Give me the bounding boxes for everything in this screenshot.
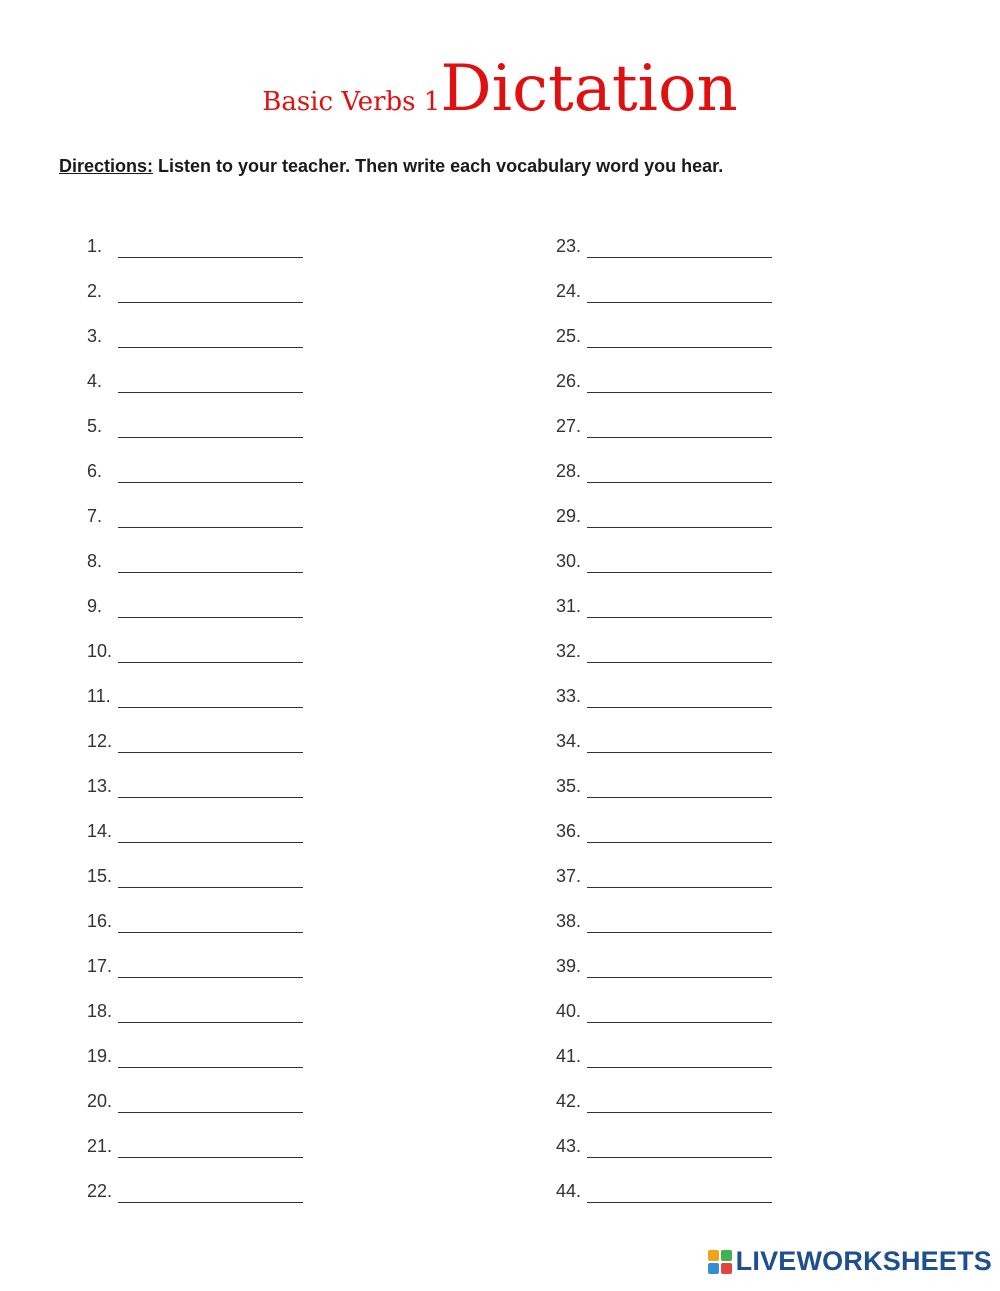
- item-number: 5.: [87, 416, 103, 436]
- item-number: 3.: [87, 326, 103, 346]
- answer-row: [556, 815, 772, 860]
- item-number: 19.: [87, 1046, 113, 1066]
- brand-logo: [708, 1246, 992, 1277]
- answer-row: [556, 860, 772, 905]
- answer-blank[interactable]: [587, 1130, 772, 1158]
- item-number: 18.: [87, 1001, 113, 1021]
- item-number: 37.: [556, 866, 582, 886]
- answer-row: [87, 905, 303, 950]
- answer-row: [556, 1175, 772, 1220]
- answer-blank[interactable]: [118, 455, 303, 483]
- item-number: 42.: [556, 1091, 582, 1111]
- answer-blank[interactable]: [118, 545, 303, 573]
- answer-row: [87, 410, 303, 455]
- answer-blank[interactable]: [587, 680, 772, 708]
- item-number: 24.: [556, 281, 582, 301]
- answer-row: [87, 230, 303, 275]
- answer-row: [556, 680, 772, 725]
- answer-row: [87, 1175, 303, 1220]
- item-number: 25.: [556, 326, 582, 346]
- page-title: [0, 52, 1000, 126]
- item-number: 10.: [87, 641, 113, 661]
- item-number: 39.: [556, 956, 582, 976]
- answer-blank[interactable]: [118, 1085, 303, 1113]
- answer-blank[interactable]: [587, 320, 772, 348]
- item-number: 23.: [556, 236, 582, 256]
- item-number: 35.: [556, 776, 582, 796]
- answer-row: [87, 680, 303, 725]
- answer-row: [556, 1130, 772, 1175]
- item-number: 27.: [556, 416, 582, 436]
- answer-row: [556, 320, 772, 365]
- answer-blank[interactable]: [118, 410, 303, 438]
- liveworksheets-logo-icon: [708, 1250, 732, 1274]
- answer-blank[interactable]: [587, 275, 772, 303]
- answer-blank[interactable]: [118, 230, 303, 258]
- item-number: 6.: [87, 461, 103, 481]
- item-number: 31.: [556, 596, 582, 616]
- answer-blank[interactable]: [587, 1040, 772, 1068]
- answer-row: [556, 410, 772, 455]
- answer-row: [87, 545, 303, 590]
- answer-blank[interactable]: [118, 365, 303, 393]
- answer-row: [556, 500, 772, 545]
- answer-row: [87, 815, 303, 860]
- item-number: 4.: [87, 371, 103, 391]
- directions-label: Directions:: [59, 156, 154, 176]
- item-number: 7.: [87, 506, 103, 526]
- answer-blank[interactable]: [587, 590, 772, 618]
- item-number: 8.: [87, 551, 103, 571]
- answer-blank[interactable]: [118, 905, 303, 933]
- brand-name: LIVEWORKSHEETS: [735, 1246, 992, 1276]
- item-number: 33.: [556, 686, 582, 706]
- item-number: 12.: [87, 731, 113, 751]
- item-number: 13.: [87, 776, 113, 796]
- answer-blank[interactable]: [587, 1175, 772, 1203]
- title-subtitle: Basic Verbs 1: [262, 87, 441, 117]
- item-number: 32.: [556, 641, 582, 661]
- answer-blank[interactable]: [118, 680, 303, 708]
- item-number: 16.: [87, 911, 113, 931]
- answer-blank[interactable]: [587, 500, 772, 528]
- item-number: 9.: [87, 596, 103, 616]
- answer-row: [556, 455, 772, 500]
- answer-row: [87, 365, 303, 410]
- answer-row: [87, 725, 303, 770]
- answer-row: [87, 995, 303, 1040]
- answer-row: [556, 905, 772, 950]
- answer-blank[interactable]: [118, 995, 303, 1023]
- answer-blank[interactable]: [118, 320, 303, 348]
- answer-row: [87, 950, 303, 995]
- answer-row: [556, 950, 772, 995]
- answer-blank[interactable]: [118, 725, 303, 753]
- item-number: 11.: [87, 686, 111, 706]
- title-main: Dictation: [440, 52, 738, 126]
- answer-blank[interactable]: [587, 995, 772, 1023]
- item-number: 2.: [87, 281, 103, 301]
- directions: [59, 156, 723, 177]
- answer-row: [87, 320, 303, 365]
- answer-blank[interactable]: [587, 860, 772, 888]
- item-number: 41.: [556, 1046, 582, 1066]
- answer-blank[interactable]: [118, 1175, 303, 1203]
- item-number: 26.: [556, 371, 582, 391]
- answer-row: [87, 455, 303, 500]
- item-number: 17.: [87, 956, 113, 976]
- answer-blank[interactable]: [118, 860, 303, 888]
- answer-blank[interactable]: [587, 230, 772, 258]
- answer-blank[interactable]: [587, 545, 772, 573]
- answer-row: [556, 1040, 772, 1085]
- answer-row: [556, 995, 772, 1040]
- answer-row: [556, 725, 772, 770]
- answer-blank[interactable]: [587, 365, 772, 393]
- answer-blank[interactable]: [587, 770, 772, 798]
- item-number: 21.: [87, 1136, 113, 1156]
- answer-blank[interactable]: [118, 1130, 303, 1158]
- answer-blank[interactable]: [587, 1085, 772, 1113]
- answer-row: [87, 275, 303, 320]
- answer-blank[interactable]: [587, 905, 772, 933]
- answer-row: [556, 230, 772, 275]
- answer-blank[interactable]: [118, 815, 303, 843]
- answer-blank[interactable]: [587, 635, 772, 663]
- answer-row: [556, 590, 772, 635]
- item-number: 40.: [556, 1001, 582, 1021]
- item-number: 36.: [556, 821, 582, 841]
- answer-row: [87, 860, 303, 905]
- item-number: 43.: [556, 1136, 582, 1156]
- answer-blank[interactable]: [587, 410, 772, 438]
- answer-row: [556, 635, 772, 680]
- answer-blank[interactable]: [118, 1040, 303, 1068]
- answer-blank[interactable]: [587, 950, 772, 978]
- answer-blank[interactable]: [587, 455, 772, 483]
- item-number: 14.: [87, 821, 113, 841]
- item-number: 30.: [556, 551, 582, 571]
- answer-row: [556, 1085, 772, 1130]
- answer-blank[interactable]: [587, 725, 772, 753]
- answer-row: [556, 770, 772, 815]
- answer-blank[interactable]: [118, 770, 303, 798]
- answer-row: [87, 590, 303, 635]
- answer-row: [556, 275, 772, 320]
- answer-row: [87, 1130, 303, 1175]
- answer-blank[interactable]: [118, 635, 303, 663]
- item-number: 44.: [556, 1181, 582, 1201]
- answer-row: [87, 635, 303, 680]
- item-number: 15.: [87, 866, 113, 886]
- item-number: 28.: [556, 461, 582, 481]
- answer-row: [87, 770, 303, 815]
- item-number: 20.: [87, 1091, 113, 1111]
- answer-row: [87, 500, 303, 545]
- answer-row: [556, 545, 772, 590]
- answer-row: [87, 1040, 303, 1085]
- answer-row: [87, 1085, 303, 1130]
- answer-blank[interactable]: [118, 950, 303, 978]
- item-number: 29.: [556, 506, 582, 526]
- item-number: 1.: [87, 236, 103, 256]
- answer-blank[interactable]: [118, 590, 303, 618]
- answer-blank[interactable]: [118, 275, 303, 303]
- left-answer-column: [87, 230, 303, 1220]
- answer-blank[interactable]: [587, 815, 772, 843]
- answer-row: [556, 365, 772, 410]
- answer-blank[interactable]: [118, 500, 303, 528]
- right-answer-column: [556, 230, 772, 1220]
- item-number: 22.: [87, 1181, 113, 1201]
- item-number: 34.: [556, 731, 582, 751]
- item-number: 38.: [556, 911, 582, 931]
- directions-text: Listen to your teacher. Then write each vocabulary word you hear.: [153, 156, 724, 176]
